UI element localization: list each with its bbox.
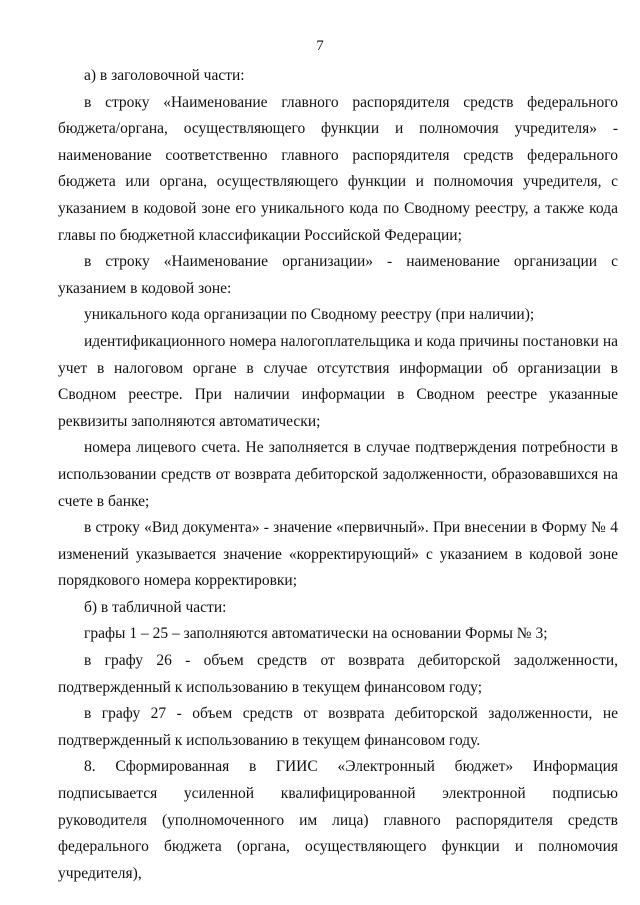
paragraph-table-part: б) в табличной части: (84, 598, 227, 616)
paragraph-columns-1-25: графы 1 – 25 – заполняются автоматически на основании Формы № 3; (84, 625, 548, 643)
paragraph-unique-code: уникального кода организации по Сводному реестру (при наличии); (84, 306, 535, 324)
paragraph-main-manager-field: в строку «Наименование главного распорядителя средств федерального бюджета/органа, осуществляющего функции и полномочия учредителя» - наименование соответственно главного распорядителя средств федерального бюджета или органа, осуществляющего функции и полномочия учредителя, с указанием в кодовой зоне его уникального кода по Сводному реестру, а также кода главы по бюджетной классификации Российской Федерации; (58, 93, 618, 244)
paragraph-account-number: номера лицевого счета. Не заполняется в случае подтверждения потребности в использовании средств от возврата дебиторской задолженности, образовавшихся на счете в банке; (58, 439, 618, 510)
document-body (58, 63, 618, 887)
paragraph-tax-id: идентификационного номера налогоплательщика и кода причины постановки на учет в налоговом органе в случае отсутствия информации об организации в Сводном реестре. При наличии информации в Сводном реестре указанные реквизиты заполняются автоматически; (58, 332, 618, 430)
paragraph-header-part: а) в заголовочной части: (84, 67, 245, 84)
paragraph-column-26: в графу 26 - объем средств от возврата дебиторской задолженности, подтвержденный к использованию в текущем финансовом году; (58, 652, 618, 696)
paragraph-document-type: в строку «Вид документа» - значение «первичный». При внесении в Форму № 4 изменений указывается значение «корректирующий» с указанием в кодовой зоне порядкового номера корректировки; (58, 519, 618, 590)
page-number: 7 (316, 38, 324, 54)
paragraph-column-27: в графу 27 - объем средств от возврата дебиторской задолженности, не подтвержденный к использованию в текущем финансовом году. (58, 705, 618, 749)
paragraph-item-8: 8. Сформированная в ГИИС «Электронный бюджет» Информация подписывается усиленной квалифицированной электронной подписью руководителя (уполномоченного им лица) главного распорядителя средств федерального бюджета (органа, осуществляющего функции и полномочия учредителя), (58, 758, 618, 882)
paragraph-organization-field: в строку «Наименование организации» - наименование организации с указанием в кодовой зоне: (58, 253, 618, 297)
